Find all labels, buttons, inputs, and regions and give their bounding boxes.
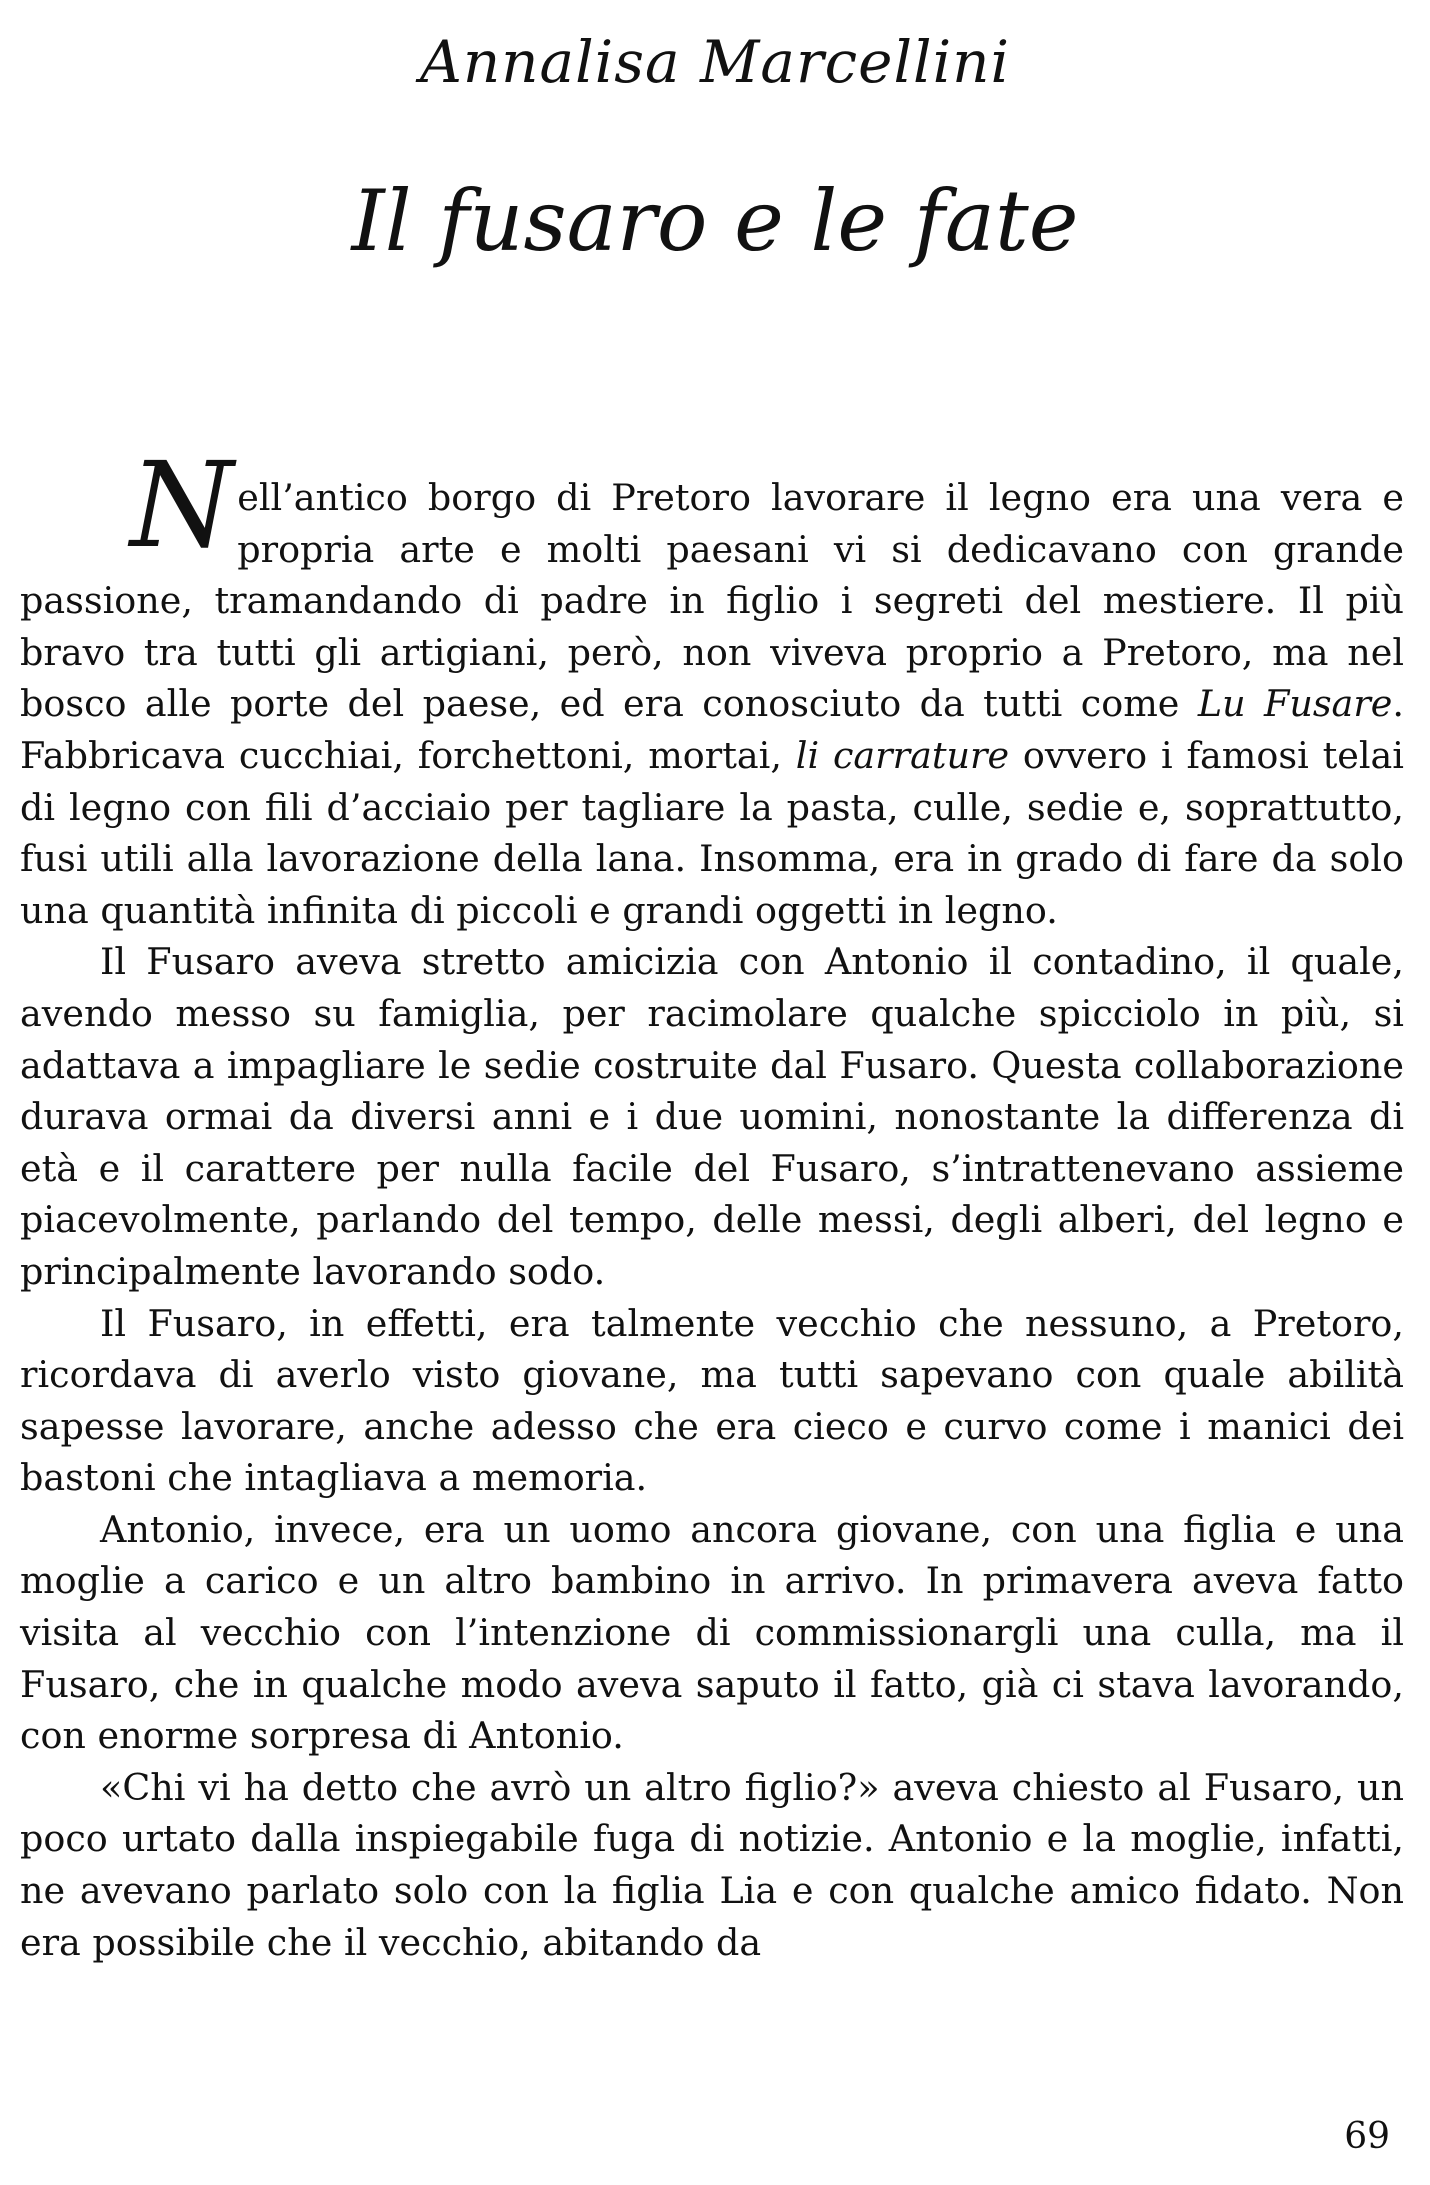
paragraph-1-text-b: . Fabbricava cucchiai, forchettoni, mortai, xyxy=(20,682,1404,777)
story-body xyxy=(20,436,1404,1968)
page-number: 69 xyxy=(1344,2116,1390,2157)
paragraph-2: Il Fusaro aveva stretto amicizia con Antonio il contadino, il quale, avendo messo su famiglia, per racimolare qualche spicciolo in più, si adattava a impagliare le sedie costruite dal Fusaro. Questa collaborazione durava ormai da diversi anni e i due uomini, nonostante la differenza di età e il carattere per nulla facile del Fusaro, s’intrattenevano assieme piacevolmente, parlando del tempo, delle messi, degli alberi, del legno e principalmente lavorando sodo. xyxy=(20,940,1404,1293)
paragraph-3: Il Fusaro, in effetti, era talmente vecchio che nessuno, a Pretoro, ricordava di averlo visto giovane, ma tutti sapevano con quale abilità sapesse lavorare, anche adesso che era cieco e curvo come i manici dei bastoni che intagliava a memoria. xyxy=(20,1301,1404,1500)
paragraph-1-italic-name: Lu Fusare xyxy=(1197,682,1393,726)
paragraph-1 xyxy=(20,436,1404,936)
drop-cap: N xyxy=(130,436,234,574)
story-title: Il fusaro e le fate xyxy=(351,172,1079,270)
paragraph-5: «Chi vi ha detto che avrò un altro figlio?» aveva chiesto al Fusaro, un poco urtato dalla inspiegabile fuga di notizie. Antonio e la moglie, infatti, ne avevano parlato solo con la figlia Lia e con qualche amico fidato. Non era possibile che il vecchio, abitando da xyxy=(20,1765,1404,1964)
paragraph-1-italic-term: li carrature xyxy=(795,733,1010,777)
paragraph-4: Antonio, invece, era un uomo ancora giovane, con una figlia e una moglie a carico e un altro bambino in arrivo. In primavera aveva fatto visita al vecchio con l’intenzione di commissionargli una culla, ma il Fusaro, che in qualche modo aveva saputo il fatto, già ci stava lavorando, con enorme sorpresa di Antonio. xyxy=(20,1507,1404,1758)
paragraph-1-text-a: ell’antico borgo di Pretoro lavorare il legno era una vera e propria arte e molti paesani vi si dedicavano con grande passione, tramandando di padre in figlio i segreti del mestiere. Il più bravo tra tutti gli artigiani, però, non viveva proprio a Pretoro, ma nel bosco alle porte del paese, ed era conosciuto da tutti come xyxy=(20,476,1404,726)
paragraph-1-text-c: ovvero i famosi telai di legno con fili d’acciaio per tagliare la pasta, culle, sedie e, soprattutto, fusi utili alla lavorazione della lana. Insomma, era in grado di fare da solo una quantità infinita di piccoli e grandi oggetti in legno. xyxy=(20,733,1404,932)
author-name: Annalisa Marcellini xyxy=(419,28,1011,96)
